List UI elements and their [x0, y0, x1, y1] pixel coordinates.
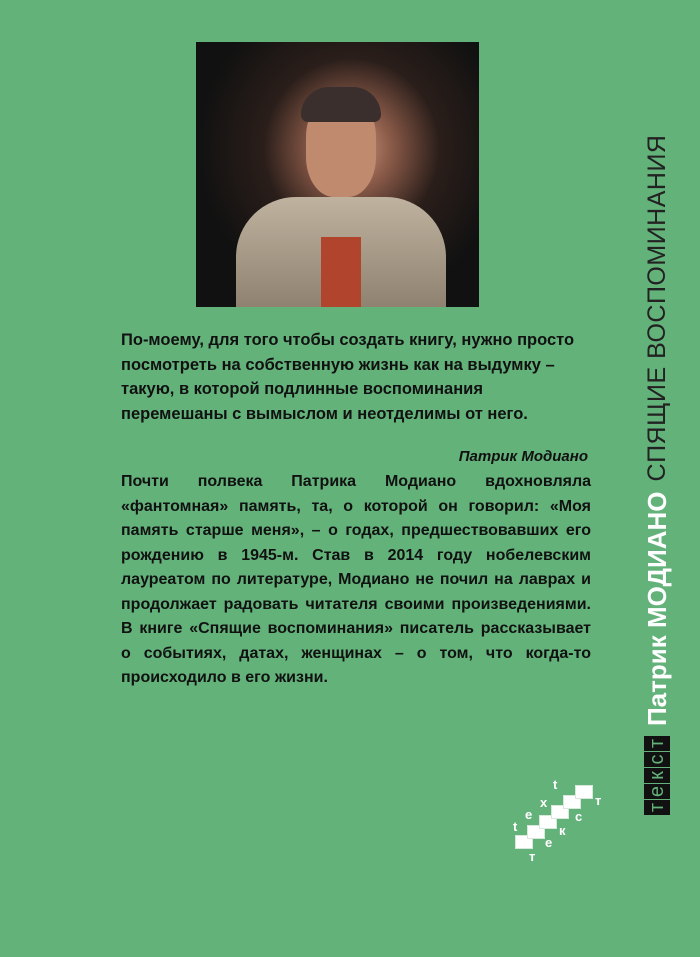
spine	[632, 45, 682, 955]
author-quote: По-моему, для того чтобы создать книгу, нужно просто посмотреть на собственную жизнь как на выдумку – такую, в которой подлинные воспоминания перемешаны с вымыслом и неотделимы от него.	[121, 331, 575, 423]
logo-letter: е	[644, 784, 670, 799]
publisher-logo	[644, 736, 670, 815]
book-description: Почти полвека Патрика Модиано вдохновляла «фантомная» память, та, о которой он говорил: «Моя память старше меня», – о годах, предшествовавших его рождению в 1945-м. Став в 2014 году нобелевским лауреатом по литературе, Модиано не почил на лаврах и продолжает радовать читателя своими произведениями. В книге «Спящие воспоминания» писатель рассказывает о событиях, датах, женщинах – о том, что когда-то происходило в его жизни.	[121, 473, 591, 686]
publisher-stairs-logo	[513, 777, 615, 865]
mark-letter: т	[529, 849, 536, 864]
logo-letter: т	[644, 736, 670, 751]
mark-letter: с	[575, 809, 583, 824]
mark-letter: е	[545, 835, 553, 850]
logo-letter: с	[644, 752, 670, 767]
author-photo	[196, 42, 479, 307]
mark-letter: t	[553, 777, 558, 792]
mark-letter: т	[595, 793, 602, 808]
mark-letter: e	[525, 807, 533, 822]
mark-letter: t	[513, 819, 518, 834]
mark-letter: x	[540, 795, 548, 810]
spine-title: СПЯЩИЕ ВОСПОМИНАНИЯ	[642, 134, 671, 482]
mark-letter: к	[559, 823, 566, 838]
spine-author: Патрик МОДИАНО	[641, 491, 672, 726]
logo-letter: т	[644, 800, 670, 815]
logo-letter: к	[644, 768, 670, 783]
quote-author: Патрик Модиано	[458, 448, 588, 465]
